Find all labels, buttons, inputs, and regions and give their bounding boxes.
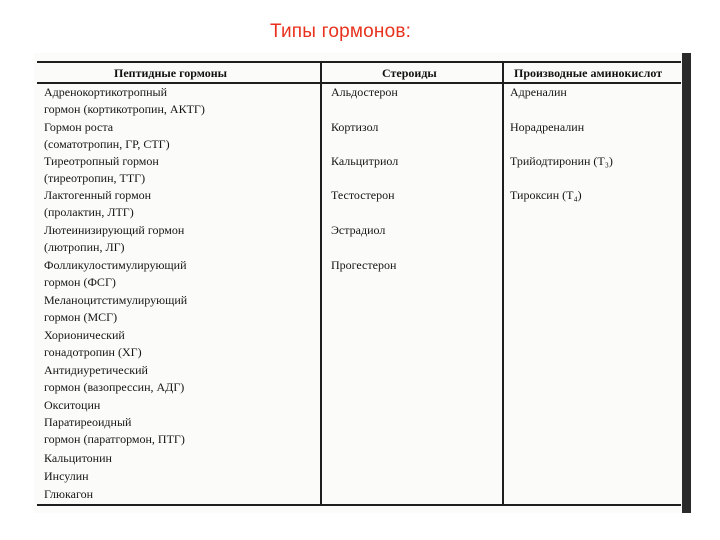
peptide-hormone-line: (пролактин, ЛТГ) [44, 205, 134, 219]
peptide-hormone-line: Лютеинизирующий гормон [44, 223, 185, 237]
steroid-hormone: Кортизол [331, 120, 379, 134]
amino-derived-hormone: Норадреналин [510, 120, 585, 134]
scan-edge-shadow [682, 53, 691, 513]
peptide-hormone-line: Лактогенный гормон [44, 188, 152, 202]
header-amino: Производные аминокислот [514, 66, 663, 80]
peptide-hormone-line: Гормон роста [44, 120, 114, 134]
steroid-hormone: Альдостерон [331, 85, 398, 99]
column-divider-1 [320, 61, 322, 506]
peptide-hormone-line: Хорионический [44, 328, 125, 342]
peptide-hormone-line: Кальцитонин [44, 451, 112, 465]
peptide-hormone-line: гормон (ФСГ) [44, 275, 116, 289]
peptide-hormone-line: (тиреотропин, ТТГ) [44, 171, 146, 185]
peptide-hormone-line: (соматотропин, ГР, СТГ) [44, 137, 170, 151]
table-top-rule [37, 61, 681, 63]
steroid-hormone: Тестостерон [331, 188, 395, 202]
peptide-hormone-line: (лютропин, ЛГ) [44, 240, 125, 254]
peptide-hormone-line: гормон (МСГ) [44, 310, 118, 324]
amino-derived-hormone: Тироксин (Т₄) [510, 188, 582, 202]
header-steroids: Стероиды [382, 66, 437, 80]
table-bottom-rule [37, 504, 681, 506]
peptide-hormone-line: гормон (паратгормон, ПТГ) [44, 432, 185, 446]
steroid-hormone: Кальцитриол [331, 154, 399, 168]
column-divider-2 [502, 61, 504, 506]
peptide-hormone-line: Инсулин [44, 469, 89, 483]
amino-derived-hormone: Адреналин [510, 85, 567, 99]
peptide-hormone-line: Фолликулостимулирующий [44, 258, 187, 272]
peptide-hormone-line: гормон (кортикотропин, АКТГ) [44, 102, 205, 116]
steroid-hormone: Прогестерон [331, 258, 397, 272]
amino-derived-hormone: Трийодтиронин (Т₃) [510, 154, 613, 168]
peptide-hormone-line: гонадотропин (ХГ) [44, 345, 142, 359]
steroid-hormone: Эстрадиол [331, 223, 386, 237]
peptide-hormone-line: Тиреотропный гормон [44, 154, 159, 168]
peptide-hormone-line: Окситоцин [44, 398, 101, 412]
peptide-hormone-line: Адренокортикотропный [44, 85, 168, 99]
peptide-hormone-line: гормон (вазопрессин, АДГ) [44, 380, 185, 394]
header-peptide: Пептидные гормоны [114, 66, 228, 80]
peptide-hormone-line: Глюкагон [44, 487, 94, 501]
slide-title: Типы гормонов: [270, 21, 412, 42]
peptide-hormone-line: Меланоцитстимулирующий [44, 293, 188, 307]
peptide-hormone-line: Паратиреоидный [44, 415, 132, 429]
peptide-hormone-line: Антидиуретический [44, 363, 148, 377]
